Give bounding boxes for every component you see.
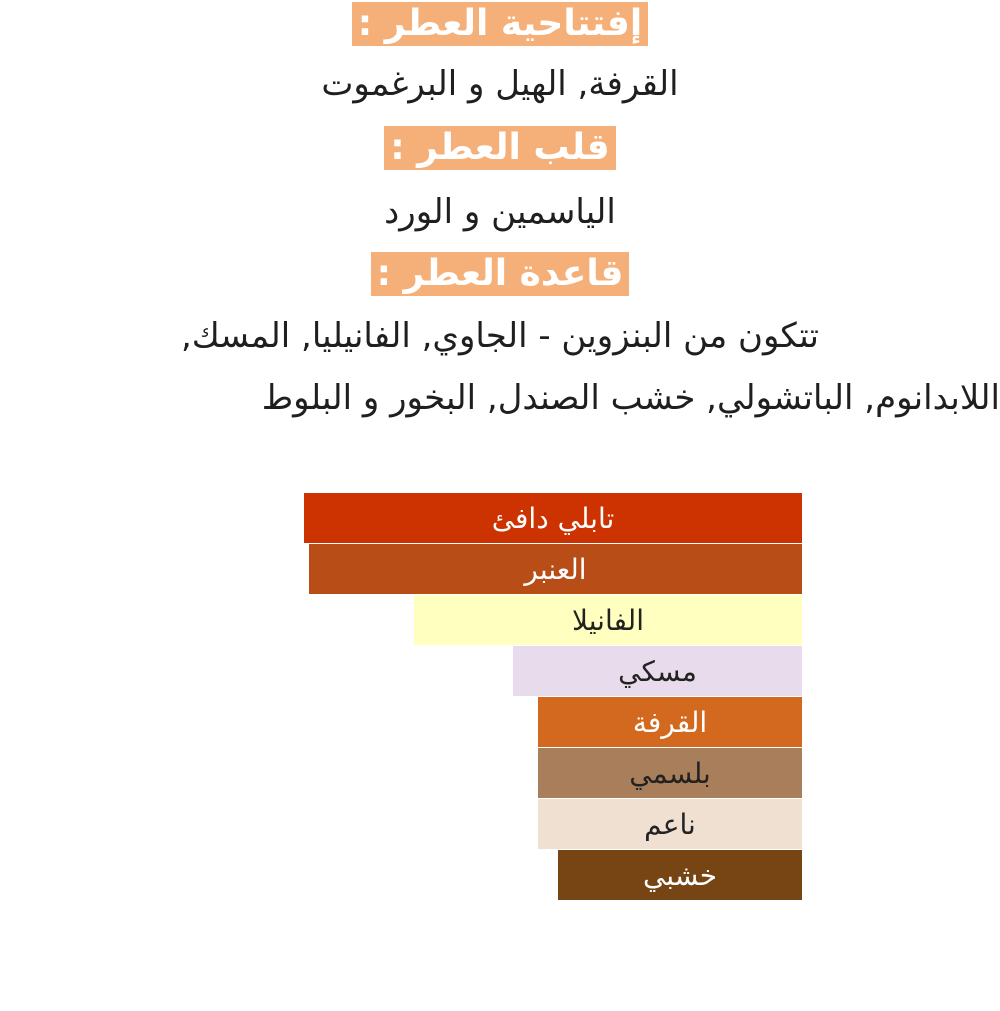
accord-bar	[513, 646, 802, 696]
accord-label: خشبي	[642, 858, 718, 892]
accord-label: تابلي دافئ	[491, 501, 615, 535]
accord-bar	[414, 595, 802, 645]
top-notes-text: القرفة, الهيل و البرغموت	[321, 64, 679, 104]
accord-bar	[309, 544, 802, 594]
accord-bar	[538, 799, 802, 849]
accord-bar	[558, 850, 802, 900]
base-notes-heading: قاعدة العطر :	[371, 252, 630, 296]
top-notes-heading-row	[0, 2, 1000, 46]
heart-notes-heading: قلب العطر :	[384, 126, 615, 170]
base-notes-line-1: تتكون من البنزوين - الجاوي, الفانيليا, المسك,	[180, 316, 820, 356]
accord-bar	[304, 493, 802, 543]
accord-label: القرفة	[632, 705, 708, 739]
heart-notes-heading-row	[0, 126, 1000, 170]
heart-notes-text: الياسمين و الورد	[384, 192, 616, 232]
accord-label: العنبر	[524, 552, 587, 586]
accord-label: ناعم	[644, 807, 696, 841]
accord-label: مسكي	[618, 654, 697, 688]
base-notes-heading-row	[0, 252, 1000, 296]
top-notes-heading: إفتتاحية العطر :	[352, 2, 648, 46]
base-notes-line-2: اللابدانوم, الباتشولي, خشب الصندل, البخور و البلوط	[261, 378, 1000, 418]
accord-bar	[538, 748, 802, 798]
accord-label: الفانيلا	[572, 603, 644, 637]
accord-bar	[538, 697, 802, 747]
accord-label: بلسمي	[629, 756, 711, 790]
